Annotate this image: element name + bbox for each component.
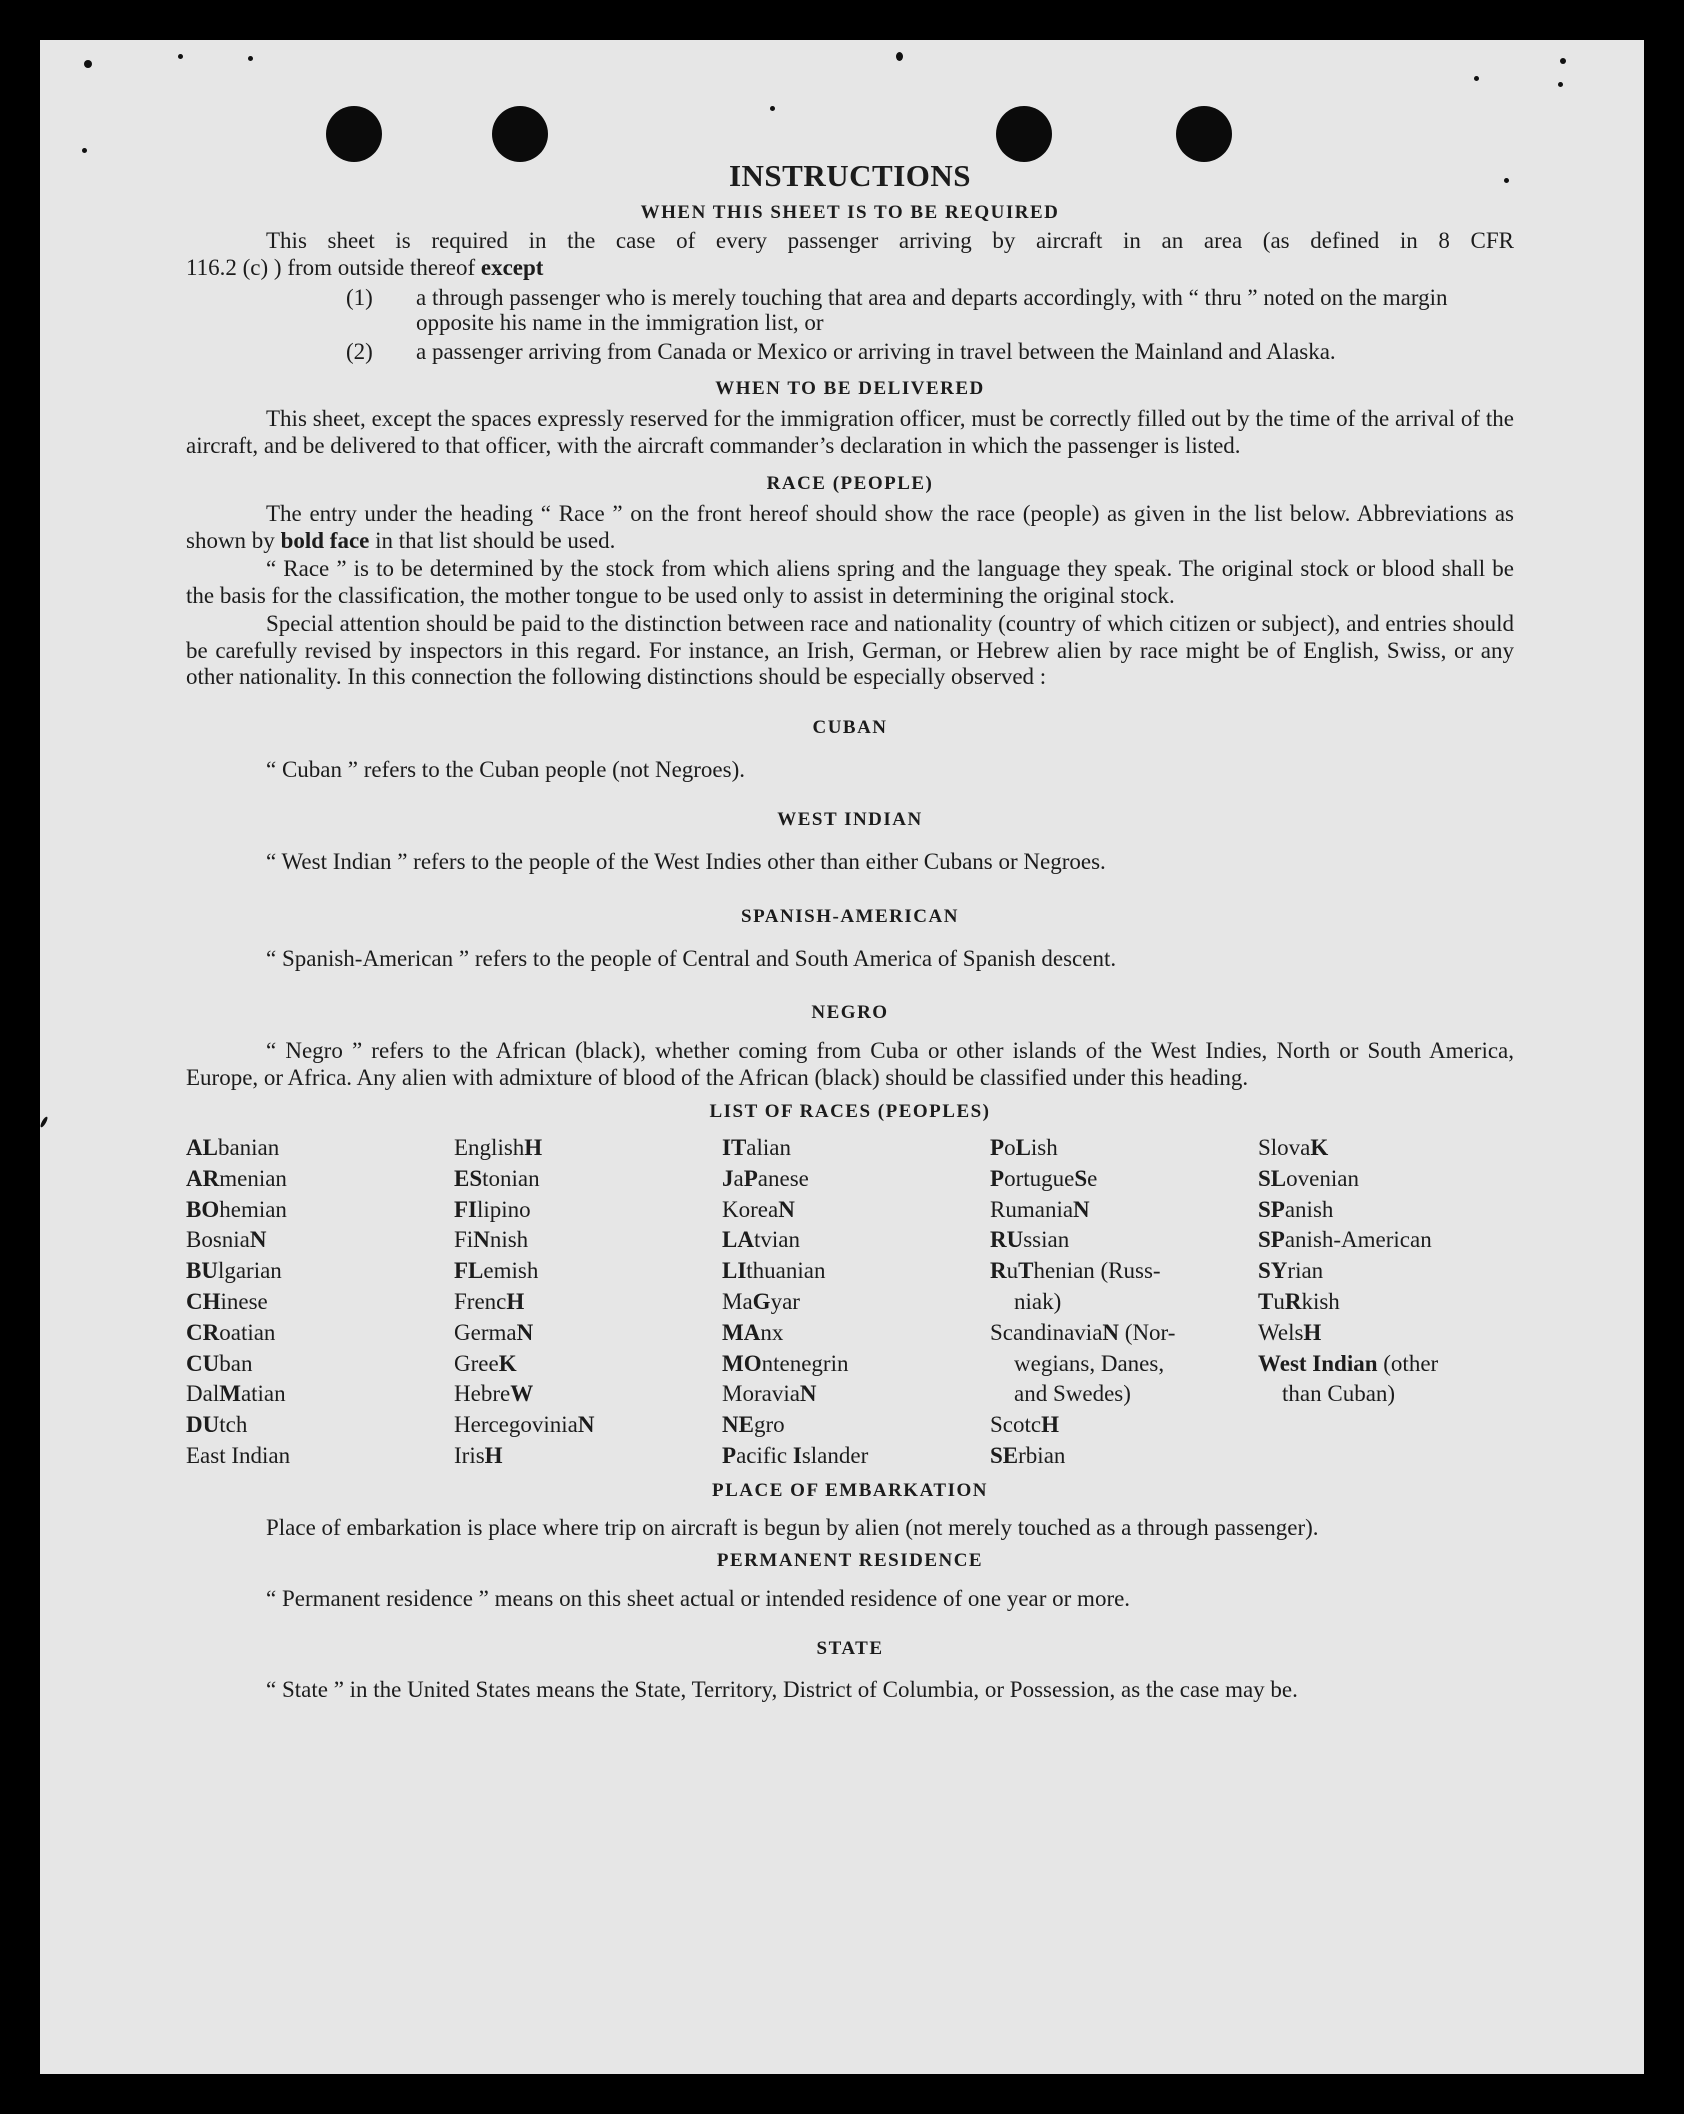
race-entry-text: Bosnia — [186, 1227, 250, 1253]
race-entry — [454, 1287, 722, 1318]
race-entry-text: IT — [722, 1135, 747, 1160]
paragraph-delivered: This sheet, except the spaces expressly reserved for the immigration officer, must be correctly filled out by the time of the arrival of the aircraft, and be delivered to that officer, with the aircraft commander’s declaration in which the passenger is listed. — [186, 406, 1514, 458]
speck — [1558, 82, 1563, 87]
race-entry — [186, 1441, 454, 1472]
speck — [1474, 76, 1479, 81]
heading-state: STATE — [816, 1638, 884, 1660]
race-entry-text: ortugue — [1004, 1165, 1075, 1191]
heading-race: RACE (PEOPLE) — [766, 473, 934, 494]
race-entry — [454, 1318, 722, 1349]
heading-delivered: WHEN TO BE DELIVERED — [715, 378, 985, 399]
race-entry-text: AR — [186, 1165, 220, 1191]
race-entry-text: and Swedes) — [1014, 1381, 1131, 1407]
races-column — [186, 1133, 454, 1472]
race-entry-text: H — [524, 1135, 543, 1160]
race-entry-text: Germa — [454, 1319, 517, 1345]
race-entry-text: J — [722, 1165, 734, 1191]
race-entry — [1258, 1195, 1514, 1226]
race-entry — [1258, 1225, 1514, 1256]
paragraph-negro: “ Negro ” refers to the African (black), whether coming from Cuba or other islands of the West Indies, North or South America, Europe, or Africa. Any alien with admixture of blood of the African (black) should be classified under this heading. — [186, 1038, 1514, 1090]
paragraph-race-3: Special attention should be paid to the distinction between race and nationality (country of which citizen or subject), and entries should be carefully revised by inspectors in this regard. For instance, an Irish, German, or Hebrew alien by race might be of English, Swiss, or any other nationality. In this connection the following distinctions should be especially observed : — [186, 611, 1514, 689]
race-entry-text: emish — [483, 1258, 539, 1284]
paragraph-cuban: “ Cuban ” refers to the Cuban people (not Negroes). — [266, 756, 746, 782]
race-entry-text: Scandinavia — [990, 1319, 1103, 1345]
race-entry-text: Frenc — [454, 1288, 507, 1314]
race-entry — [454, 1410, 722, 1441]
race-entry-text: ES — [454, 1165, 483, 1191]
speck — [84, 60, 92, 68]
race-entry — [1258, 1133, 1514, 1164]
exception-item-2: (2) a passenger arriving from Canada or Mexico or arriving in travel between the Mainland and Alaska. — [346, 339, 1336, 364]
race-entry-text: rian — [1287, 1258, 1324, 1284]
race-entry-text: SL — [1258, 1165, 1287, 1191]
race-entry-text: oatian — [219, 1319, 276, 1345]
race-entry — [454, 1133, 722, 1164]
race-entry-text: N — [778, 1196, 795, 1222]
race-entry — [990, 1133, 1258, 1164]
race-entry — [722, 1225, 990, 1256]
heading-permanent-residence: PERMANENT RESIDENCE — [716, 1549, 984, 1571]
speck — [1560, 58, 1566, 64]
race-entry — [722, 1349, 990, 1380]
race-entry-text: slander — [801, 1442, 869, 1468]
race-entry — [454, 1225, 722, 1256]
race-entry — [454, 1379, 722, 1410]
race-entry-text: Moravia — [722, 1381, 800, 1407]
heading-west-indian: WEST INDIAN — [777, 809, 923, 830]
race-entry-text: H — [484, 1442, 503, 1468]
race-entry-text: Gree — [454, 1350, 499, 1376]
race-entry-text: L — [1015, 1135, 1031, 1160]
race-entry-text: Wels — [1258, 1319, 1304, 1345]
race-entry-text: ish — [1030, 1135, 1058, 1160]
race-entry-text: acific — [736, 1442, 793, 1468]
race-entry-text: SP — [1258, 1227, 1285, 1253]
race-entry — [722, 1410, 990, 1441]
heading-required: WHEN THIS SHEET IS TO BE REQUIRED — [640, 202, 1060, 223]
race-entry — [990, 1287, 1258, 1318]
race-entry — [722, 1318, 990, 1349]
race-entry-text: anish-American — [1284, 1227, 1432, 1253]
speck — [896, 52, 903, 61]
race-entry — [1258, 1379, 1514, 1410]
race-entry-text: H — [1041, 1412, 1059, 1438]
race-entry-text: nx — [760, 1319, 784, 1345]
race-entry-text: nish — [489, 1227, 529, 1253]
races-list — [186, 1133, 1514, 1472]
race-entry-text: wegians, Danes, — [1014, 1350, 1165, 1376]
race-entry-text: FI — [454, 1196, 477, 1222]
race-entry-text: W — [510, 1381, 534, 1407]
paragraph-required-line2: 116.2 (c) ) from outside thereof except — [186, 254, 544, 280]
race-entry — [722, 1287, 990, 1318]
race-entry-text: N — [1073, 1196, 1090, 1222]
race-entry — [990, 1318, 1258, 1349]
race-entry-text: English — [454, 1135, 525, 1160]
paragraph-permanent-residence: “ Permanent residence ” means on this sheet actual or intended residence of one year or more. — [266, 1585, 1131, 1611]
paragraph-west-indian: “ West Indian ” refers to the people of the West Indies other than either Cubans or Negroes. — [266, 849, 1106, 874]
race-entry-text: SP — [1258, 1196, 1285, 1222]
punch-hole — [326, 106, 382, 162]
race-entry-text: West Indian — [1258, 1350, 1378, 1376]
race-entry — [186, 1318, 454, 1349]
race-entry — [1258, 1349, 1514, 1380]
race-entry-text: hemian — [219, 1196, 287, 1222]
speck — [178, 54, 183, 59]
instructions-body — [186, 158, 1514, 1706]
race-entry — [1258, 1318, 1514, 1349]
race-entry-text: yar — [770, 1288, 800, 1314]
heading-cuban: CUBAN — [812, 716, 888, 738]
race-entry-text: Hebre — [454, 1381, 511, 1407]
race-entry-text: Rumania — [990, 1196, 1074, 1222]
race-entry — [1258, 1287, 1514, 1318]
heading-list-of-races: LIST OF RACES (PEOPLES) — [709, 1101, 991, 1122]
speck — [40, 1116, 49, 1128]
race-entry — [186, 1287, 454, 1318]
race-entry-text: Slova — [1258, 1135, 1311, 1160]
race-entry-text: tvian — [753, 1227, 800, 1253]
paragraph-state: “ State ” in the United States means the State, Territory, District of Columbia, or Possession, as the case may be. — [266, 1677, 1298, 1703]
race-entry-text: u — [1273, 1288, 1285, 1314]
race-entry-text: S — [1074, 1165, 1088, 1191]
document-page — [40, 40, 1644, 2074]
race-entry-text: menian — [219, 1165, 287, 1191]
race-entry — [454, 1349, 722, 1380]
race-entry-text: R — [1284, 1288, 1302, 1314]
race-entry-text: N — [473, 1227, 490, 1253]
paragraph-spanish-american: “ Spanish-American ” refers to the people of Central and South America of Spanish descent. — [266, 945, 1117, 971]
race-entry-text: AL — [186, 1135, 218, 1160]
heading-negro: NEGRO — [811, 1002, 889, 1023]
race-entry-text: R — [990, 1258, 1007, 1284]
race-entry-text: P — [990, 1135, 1005, 1160]
exception-item-1: (1) a through passenger who is merely touching that area and departs accordingly, with “ thru ” noted on the margin opposite his name in the immigration list, or — [346, 285, 1448, 335]
race-entry — [990, 1349, 1258, 1380]
race-entry-text: I — [792, 1442, 802, 1468]
punch-hole — [1176, 106, 1232, 162]
race-entry-text: LI — [722, 1258, 747, 1284]
race-entry-text: (Nor- — [1119, 1319, 1176, 1345]
race-entry-text: BU — [186, 1258, 218, 1284]
races-column — [1258, 1133, 1514, 1472]
race-entry-text: SY — [1258, 1258, 1288, 1284]
race-entry-text: e — [1087, 1165, 1098, 1191]
races-column — [722, 1133, 990, 1472]
race-entry — [186, 1164, 454, 1195]
race-entry-text: lipino — [477, 1196, 531, 1222]
race-entry-text: anese — [757, 1165, 809, 1191]
race-entry-text: N — [577, 1412, 595, 1438]
paragraph-required-line1: This sheet is required in the case of every passenger arriving by aircraft in an area (as defined in 8 CFR — [266, 228, 1514, 253]
race-entry-text: N — [1102, 1319, 1120, 1345]
race-entry-text: K — [1310, 1135, 1329, 1160]
speck — [248, 56, 253, 61]
race-entry-text: T — [1258, 1288, 1274, 1314]
race-entry — [454, 1164, 722, 1195]
race-entry-text: rbian — [1018, 1442, 1066, 1468]
race-entry — [990, 1441, 1258, 1472]
heading-embarkation: PLACE OF EMBARKATION — [712, 1479, 988, 1501]
race-entry-text: CU — [186, 1350, 220, 1376]
race-entry-text: lgarian — [217, 1258, 282, 1284]
race-entry-text: Ma — [722, 1288, 753, 1314]
race-entry — [722, 1133, 990, 1164]
race-entry-text: atian — [240, 1381, 286, 1407]
race-entry-text: tonian — [482, 1165, 540, 1191]
race-entry-text: alian — [746, 1135, 791, 1160]
race-entry — [1258, 1256, 1514, 1287]
race-entry — [454, 1195, 722, 1226]
race-entry-text: CH — [186, 1288, 221, 1314]
race-entry — [186, 1256, 454, 1287]
race-entry-text: o — [1004, 1135, 1016, 1160]
race-entry-text: banian — [217, 1135, 280, 1160]
race-entry — [722, 1379, 990, 1410]
punch-hole — [996, 106, 1052, 162]
paragraph-race-2: “ Race ” is to be determined by the stock from which aliens spring and the language they speak. The original stock or blood shall be the basis for the classification, the mother tongue to be used only to assist in determining the original stock. — [186, 556, 1514, 608]
race-entry-text: H — [1303, 1319, 1322, 1345]
race-entry-text: BO — [186, 1196, 220, 1222]
race-entry — [990, 1225, 1258, 1256]
race-entry-text: u — [1006, 1258, 1019, 1284]
race-entry-text: ban — [219, 1350, 253, 1376]
race-entry-text: ssian — [1023, 1227, 1070, 1253]
race-entry-text: Fi — [454, 1227, 474, 1253]
race-entry — [722, 1256, 990, 1287]
race-entry-text: K — [498, 1350, 517, 1376]
speck — [770, 106, 775, 111]
race-entry-text: T — [1018, 1258, 1034, 1284]
races-column — [990, 1133, 1258, 1472]
race-entry-text: M — [219, 1381, 241, 1407]
race-entry-text: inese — [220, 1288, 268, 1314]
race-entry-text: anish — [1284, 1196, 1334, 1222]
race-entry-text: H — [506, 1288, 525, 1314]
race-entry-text: SE — [990, 1442, 1019, 1468]
race-entry — [722, 1441, 990, 1472]
races-column — [454, 1133, 722, 1472]
race-entry — [990, 1379, 1258, 1410]
speck — [82, 148, 87, 153]
race-entry — [454, 1441, 722, 1472]
heading-spanish-american: SPANISH-AMERICAN — [741, 905, 959, 927]
race-entry-text: Korea — [722, 1196, 779, 1222]
race-entry — [990, 1410, 1258, 1441]
paragraph-race-1: The entry under the heading “ Race ” on the front hereof should show the race (people) as given in the list below. Abbreviations as shown by bold face in that list should be used. — [186, 501, 1514, 553]
race-entry — [990, 1256, 1258, 1287]
paragraph-embarkation: Place of embarkation is place where trip on aircraft is begun by alien (not merely touched as a through passenger). — [266, 1514, 1319, 1540]
race-entry-text: Scotc — [990, 1412, 1042, 1438]
race-entry-text: tch — [219, 1412, 248, 1438]
race-entry — [722, 1164, 990, 1195]
race-entry-text: N — [516, 1319, 534, 1345]
race-entry — [990, 1195, 1258, 1226]
punch-hole — [492, 106, 548, 162]
race-entry — [722, 1195, 990, 1226]
race-entry-text: thuanian — [746, 1258, 826, 1284]
race-entry-text: MO — [722, 1350, 762, 1376]
race-entry-text: ntenegrin — [761, 1350, 849, 1376]
race-entry-text: gro — [753, 1412, 785, 1438]
race-entry-text: than Cuban) — [1282, 1381, 1396, 1407]
race-entry-text: henian (Russ- — [1033, 1258, 1161, 1284]
race-entry — [186, 1379, 454, 1410]
race-entry — [186, 1195, 454, 1226]
race-entry-text: MA — [722, 1319, 761, 1345]
race-entry — [454, 1256, 722, 1287]
race-entry — [186, 1349, 454, 1380]
race-entry-text: CR — [186, 1319, 220, 1345]
race-entry-text: kish — [1301, 1288, 1340, 1314]
race-entry-text: LA — [722, 1227, 754, 1253]
race-entry-text: Iris — [454, 1442, 485, 1468]
race-entry-text: (other — [1377, 1350, 1439, 1376]
race-entry-text: East Indian — [186, 1442, 291, 1468]
race-entry-text: NE — [722, 1412, 754, 1438]
race-entry-text: G — [752, 1288, 771, 1314]
race-entry — [990, 1164, 1258, 1195]
race-entry-text: a — [733, 1165, 744, 1191]
page-title: INSTRUCTIONS — [728, 158, 971, 193]
race-entry-text: FL — [454, 1258, 484, 1284]
race-entry-text: Hercegovinia — [454, 1412, 578, 1438]
race-entry-text: niak) — [1014, 1288, 1062, 1314]
race-entry-text: P — [722, 1442, 737, 1468]
race-entry-text: ovenian — [1286, 1165, 1359, 1191]
race-entry-text: RU — [990, 1227, 1024, 1253]
race-entry — [186, 1133, 454, 1164]
race-entry — [186, 1410, 454, 1441]
race-entry-text: P — [743, 1165, 758, 1191]
race-entry-text: Dal — [186, 1381, 220, 1407]
race-entry-text: P — [990, 1165, 1005, 1191]
race-entry-text: N — [799, 1381, 817, 1407]
race-entry — [186, 1225, 454, 1256]
race-entry — [1258, 1164, 1514, 1195]
race-entry-text: N — [249, 1227, 267, 1253]
race-entry-text: DU — [186, 1412, 220, 1438]
